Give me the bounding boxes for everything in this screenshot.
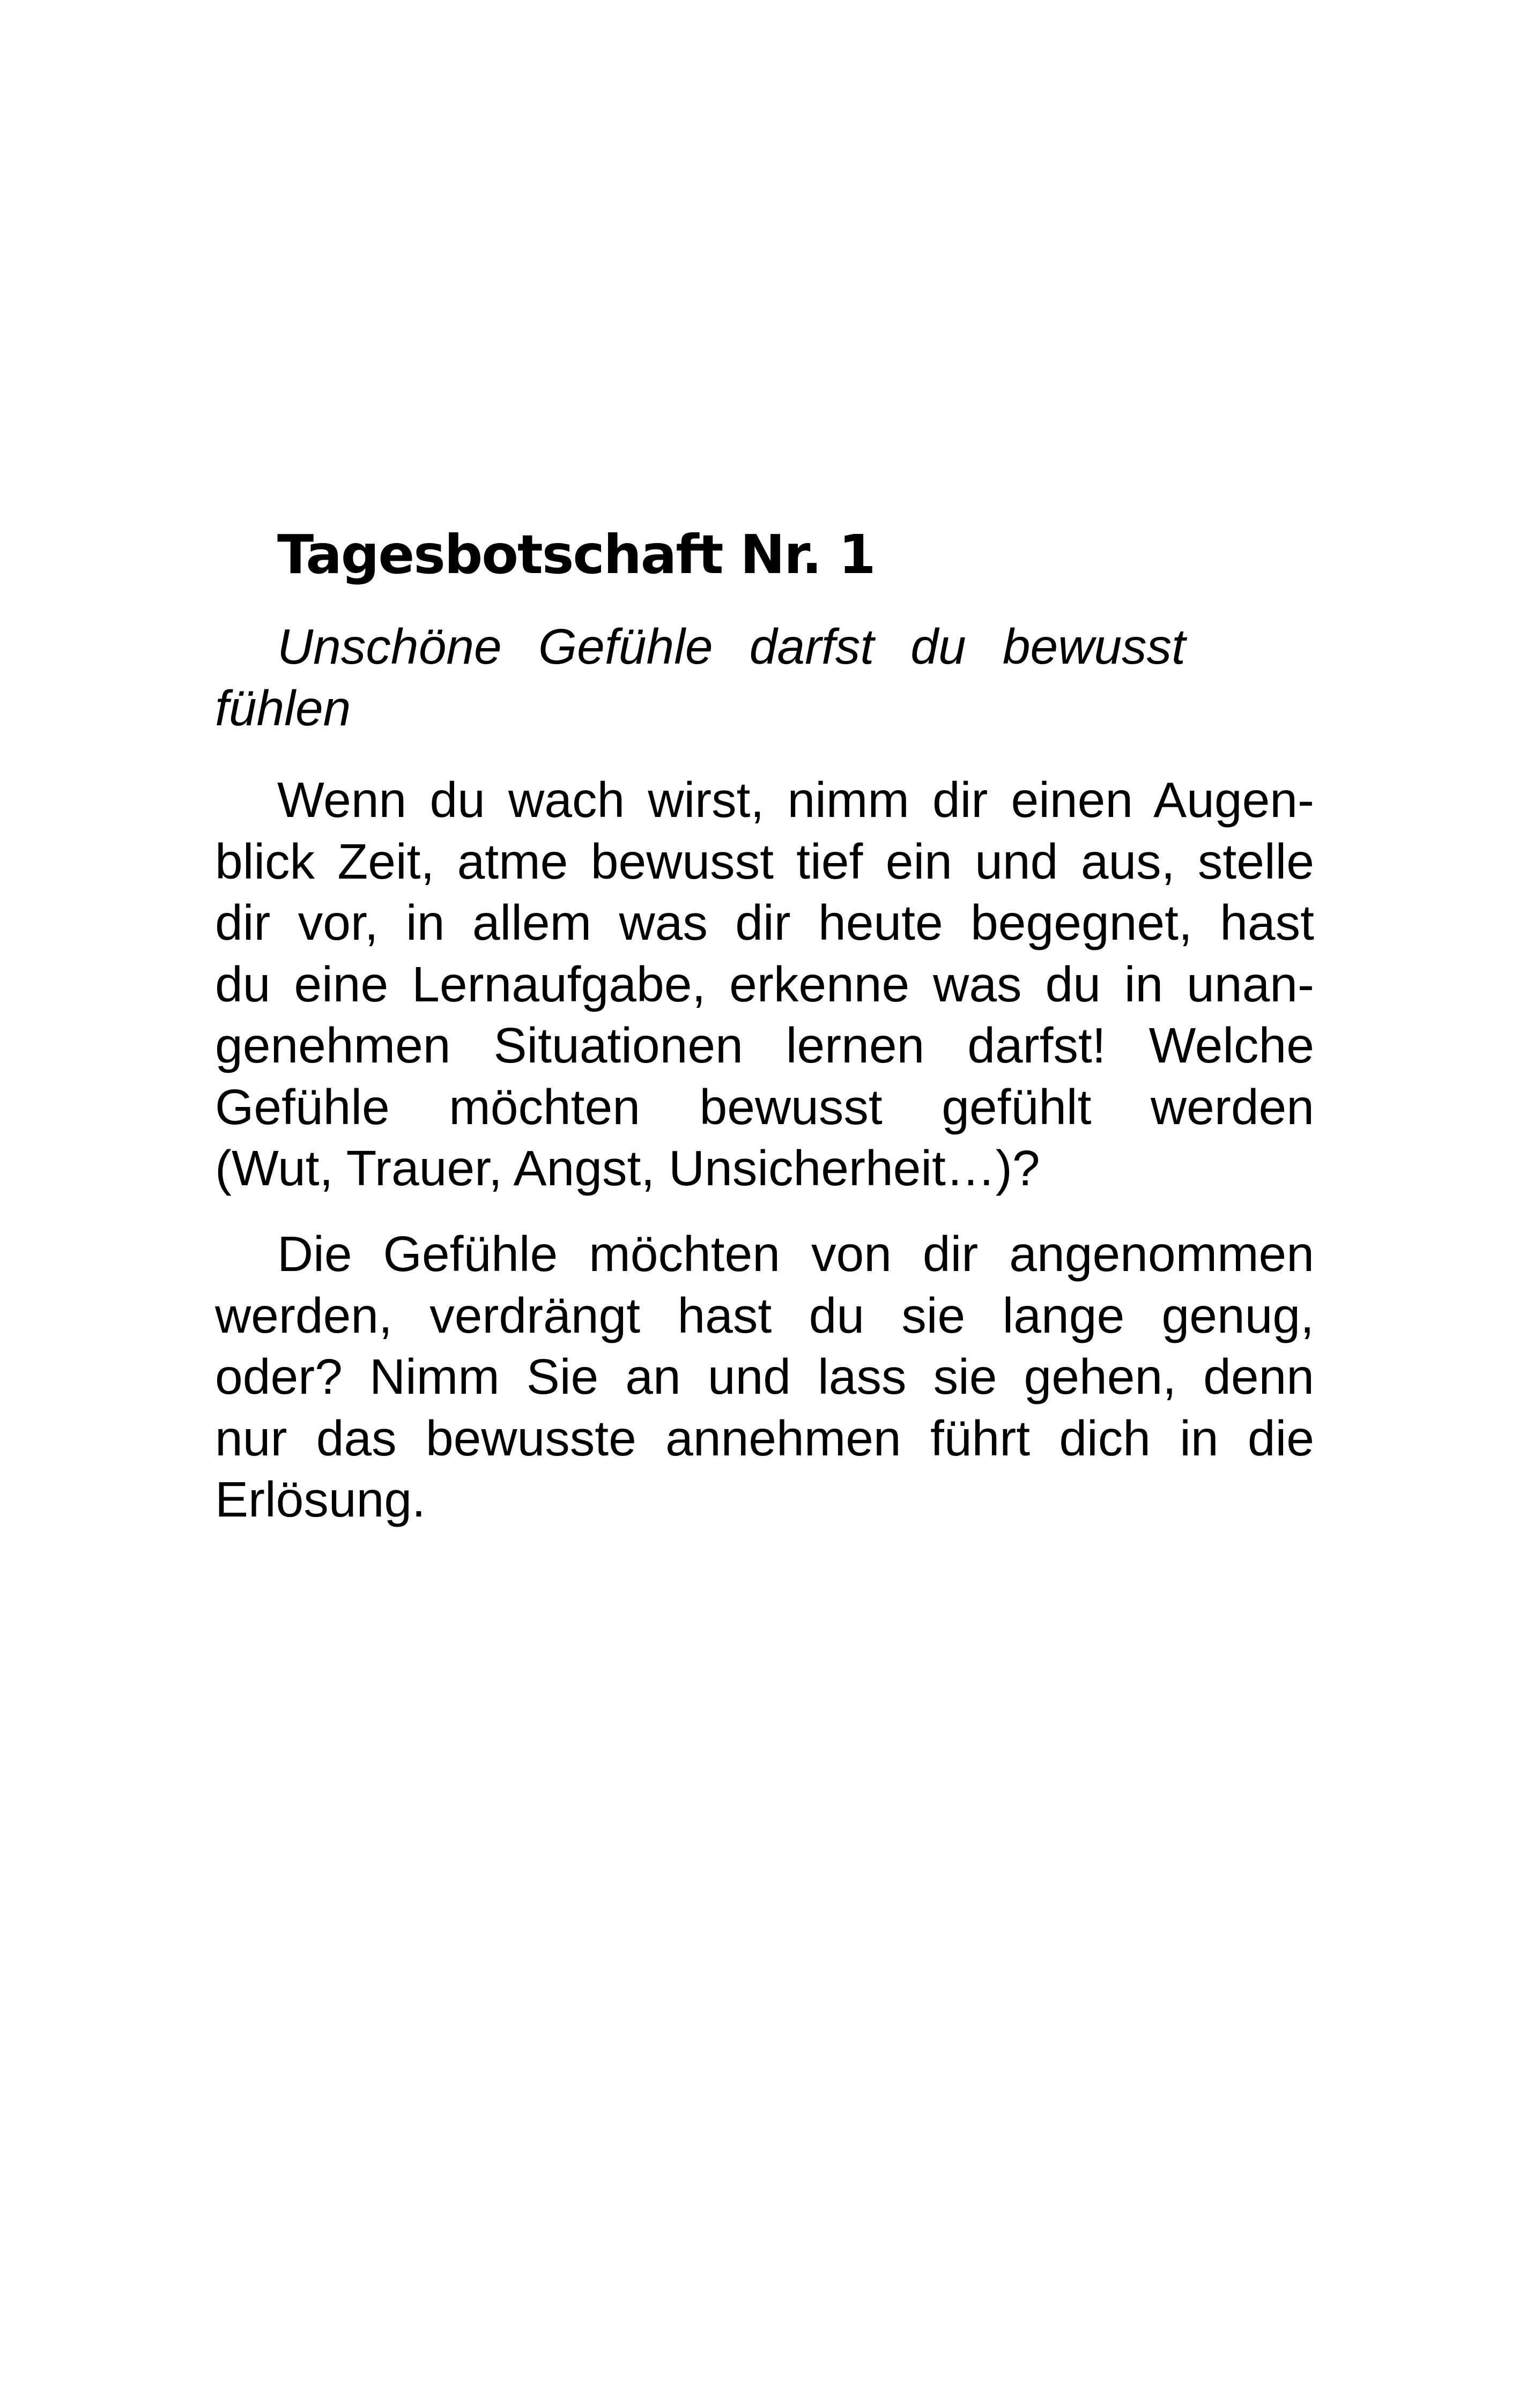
paragraph-line: nur das bewusste annehmen führt dich in die xyxy=(215,1410,1314,1466)
paragraph-line: oder? Nimm Sie an und lass sie gehen, denn xyxy=(215,1349,1314,1404)
paragraph-line: Erlösung. xyxy=(215,1471,426,1527)
paragraph-line: Gefühle möchten bewusst gefühlt werden xyxy=(215,1079,1314,1135)
subtitle xyxy=(215,616,1185,739)
paragraph-2 xyxy=(215,1223,1314,1530)
paragraph-line: genehmen Situationen lernen darfst! Welche xyxy=(215,1017,1314,1073)
paragraph-line: du eine Lernaufgabe, erkenne was du in unan- xyxy=(215,956,1314,1012)
subtitle-line: Unschöne Gefühle darfst du bewusst xyxy=(277,619,1185,674)
paragraph-line: (Wut, Trauer, Angst, Unsicherheit…)? xyxy=(215,1140,1040,1196)
paragraph-line: dir vor, in allem was dir heute begegnet, hast xyxy=(215,895,1314,950)
paragraph-line: werden, verdrängt hast du sie lange genug, xyxy=(215,1287,1314,1343)
paragraph-line: Wenn du wach wirst, nimm dir einen Augen- xyxy=(277,772,1314,828)
page-title: Tagesbotschaft Nr. 1 xyxy=(277,523,875,586)
paragraph-line: Die Gefühle möchten von dir angenommen xyxy=(277,1226,1314,1282)
paragraph-1 xyxy=(215,769,1314,1199)
subtitle-line: fühlen xyxy=(215,680,351,736)
document-page xyxy=(215,0,1314,2408)
paragraph-line: blick Zeit, atme bewusst tief ein und aus, stelle xyxy=(215,833,1314,889)
